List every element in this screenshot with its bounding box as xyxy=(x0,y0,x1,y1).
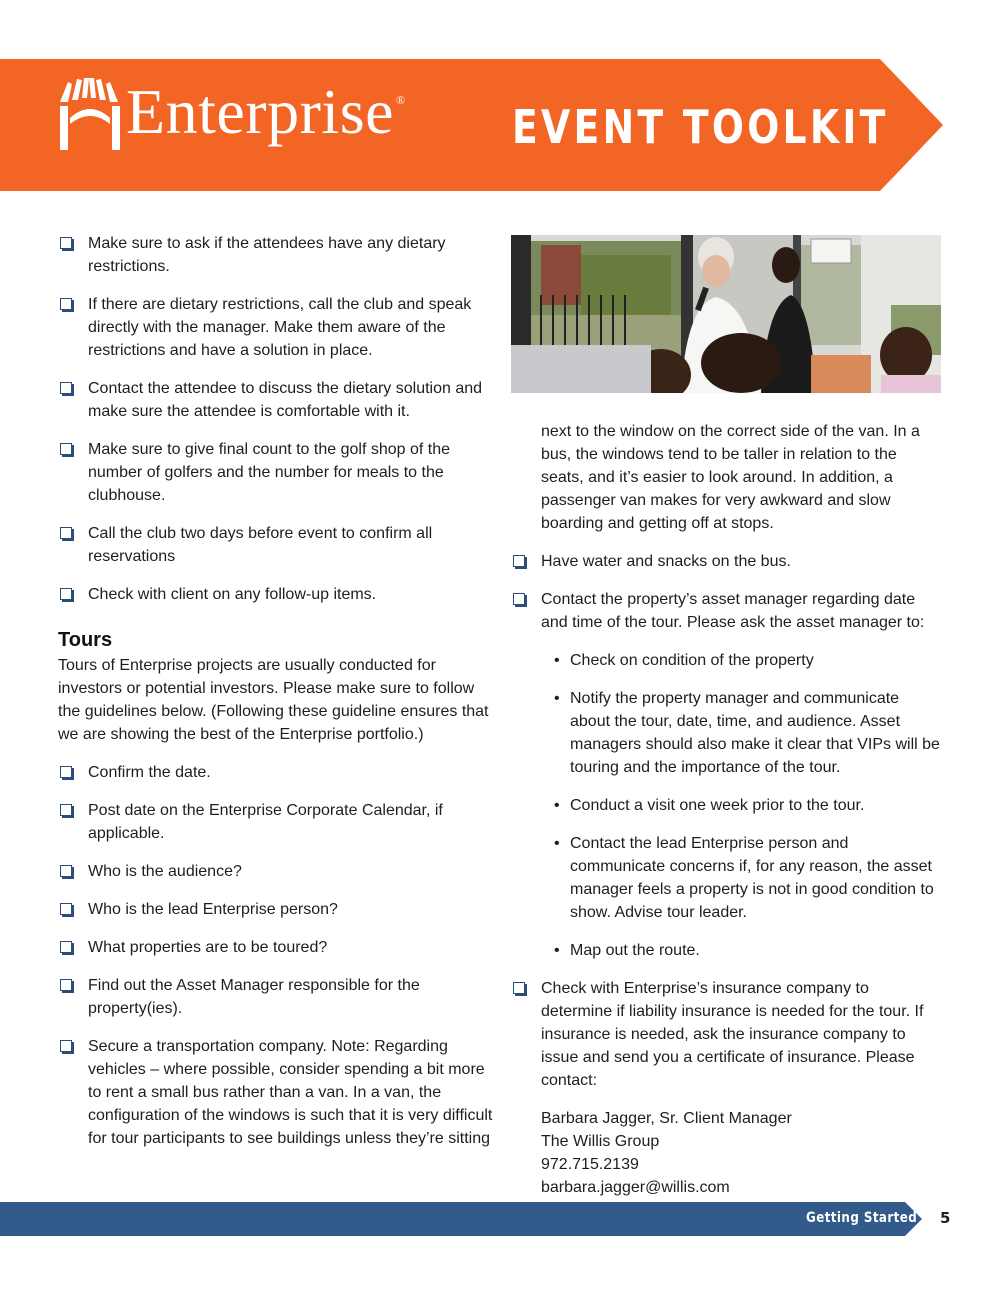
right-column xyxy=(511,235,943,1199)
checklist-item xyxy=(58,761,498,784)
checklist-item xyxy=(58,974,498,1020)
checklist-item xyxy=(511,588,943,634)
checklist-item-text: Check with Enterprise’s insurance company to determine if liability insurance is needed for the tour. If insurance is needed, ask the insurance company to issue and send you a certificate of insurance. Please contact: xyxy=(541,980,924,1089)
registered-mark: ® xyxy=(396,93,406,107)
checkbox-icon xyxy=(60,527,72,539)
page-title: EVENT TOOLKIT xyxy=(512,100,889,154)
contact-phone: 972.715.2139 xyxy=(541,1156,639,1173)
checklist-item-text: If there are dietary restrictions, call the club and speak directly with the manager. Make them aware of the restrictions and have a solution in place. xyxy=(88,296,472,359)
checklist-item-text: Who is the lead Enterprise person? xyxy=(88,901,338,918)
checklist-item-text: Check with client on any follow-up items. xyxy=(88,586,377,603)
checklist-item xyxy=(58,377,498,423)
checklist-item-text: Contact the attendee to discuss the dietary solution and make sure the attendee is comfortable with it. xyxy=(88,380,483,420)
checkbox-icon xyxy=(60,865,72,877)
checklist-item-text: Have water and snacks on the bus. xyxy=(541,553,791,570)
checkbox-icon xyxy=(60,804,72,816)
checklist-item-text: Contact the property’s asset manager regarding date and time of the tour. Please ask the asset manager to: xyxy=(541,591,925,631)
checklist-item xyxy=(58,898,498,921)
continued-text: next to the window on the correct side of the van. In a bus, the windows tend to be taller in relation to the seats, and it’s easier to look around. In addition, a passenger van makes for very awkward and slow boarding and getting off at stops. xyxy=(541,423,920,532)
checklist-item-text: Call the club two days before event to confirm all reservations xyxy=(88,525,433,565)
checklist-item-text: Who is the audience? xyxy=(88,863,242,880)
checklist-item-text: Make sure to give final count to the golf shop of the number of golfers and the number for meals to the clubhouse. xyxy=(88,441,450,504)
checklist-item xyxy=(58,522,498,568)
contact-email: barbara.jagger@willis.com xyxy=(541,1179,730,1196)
bullet-item-text: Contact the lead Enterprise person and communicate concerns if, for any reason, the asset manager feels a property is not in good condition to show. Advise tour leader. xyxy=(570,835,934,921)
checkbox-icon xyxy=(60,1040,72,1052)
checklist-item xyxy=(58,799,498,845)
checklist-item xyxy=(511,550,943,573)
contact-name: Barbara Jagger, Sr. Client Manager xyxy=(541,1110,792,1127)
checklist-item-text: Secure a transportation company. Note: Regarding vehicles – where possible, consider spending a bit more to rent a small bus rather than a van. In a van, the configuration of the windows is such that it is very difficult for tour participants to see buildings unless they’re sitting xyxy=(88,1038,493,1147)
checklist-item xyxy=(58,438,498,507)
bullet-item xyxy=(511,794,943,817)
checklist-item xyxy=(58,583,498,606)
bullet-icon: • xyxy=(554,652,560,669)
checklist-item-text: Confirm the date. xyxy=(88,764,211,781)
bullet-icon: • xyxy=(554,835,560,852)
contact-company: The Willis Group xyxy=(541,1133,660,1150)
brand-name: Enterprise xyxy=(126,76,394,147)
checklist-item-text: Post date on the Enterprise Corporate Calendar, if applicable. xyxy=(88,802,443,842)
checkbox-icon xyxy=(60,298,72,310)
checkbox-icon xyxy=(60,766,72,778)
bullet-item-text: Conduct a visit one week prior to the tour. xyxy=(570,797,865,814)
tours-intro: Tours of Enterprise projects are usually conducted for investors or potential investors. Please make sure to follow the guidelines below. (Following these guideline ensures that we are showing the best of the Enterprise portfolio.) xyxy=(58,657,489,743)
checkbox-icon xyxy=(513,982,525,994)
checkbox-icon xyxy=(513,555,525,567)
checkbox-icon xyxy=(60,237,72,249)
bullet-icon: • xyxy=(554,690,560,707)
bullet-item xyxy=(511,687,943,779)
bullet-item-text: Check on condition of the property xyxy=(570,652,814,669)
contact-block xyxy=(511,1107,943,1199)
checklist-item-text: Make sure to ask if the attendees have any dietary restrictions. xyxy=(88,235,446,275)
checklist-item xyxy=(58,293,498,362)
checkbox-icon xyxy=(60,382,72,394)
checkbox-icon xyxy=(60,903,72,915)
bullet-icon: • xyxy=(554,797,560,814)
page-number: 5 xyxy=(940,1209,951,1227)
bullet-item-text: Notify the property manager and communicate about the tour, date, time, and audience. Asset managers should also make it clear that VIPs will be touring and the importance of the tour. xyxy=(570,690,940,776)
tour-bus-photo xyxy=(511,235,941,393)
checklist-item xyxy=(58,860,498,883)
tours-heading: Tours xyxy=(58,629,113,651)
checklist-item xyxy=(511,977,943,1092)
bullet-item xyxy=(511,649,943,672)
checklist-item-text: What properties are to be toured? xyxy=(88,939,328,956)
checkbox-icon xyxy=(60,941,72,953)
bullet-icon: • xyxy=(554,942,560,959)
checkbox-icon xyxy=(60,588,72,600)
left-column xyxy=(58,232,498,1165)
checklist-item-text: Find out the Asset Manager responsible for the property(ies). xyxy=(88,977,420,1017)
bullet-item xyxy=(511,939,943,962)
bullet-item xyxy=(511,832,943,924)
checkbox-icon xyxy=(60,979,72,991)
checklist-item xyxy=(58,936,498,959)
footer-section-label: Getting Started xyxy=(806,1210,918,1226)
brand-wordmark xyxy=(126,76,406,147)
checklist-item xyxy=(58,232,498,278)
sunburst-logo-icon xyxy=(58,78,122,152)
checkbox-icon xyxy=(513,593,525,605)
checkbox-icon xyxy=(60,443,72,455)
checklist-item xyxy=(58,1035,498,1150)
bullet-item-text: Map out the route. xyxy=(570,942,700,959)
